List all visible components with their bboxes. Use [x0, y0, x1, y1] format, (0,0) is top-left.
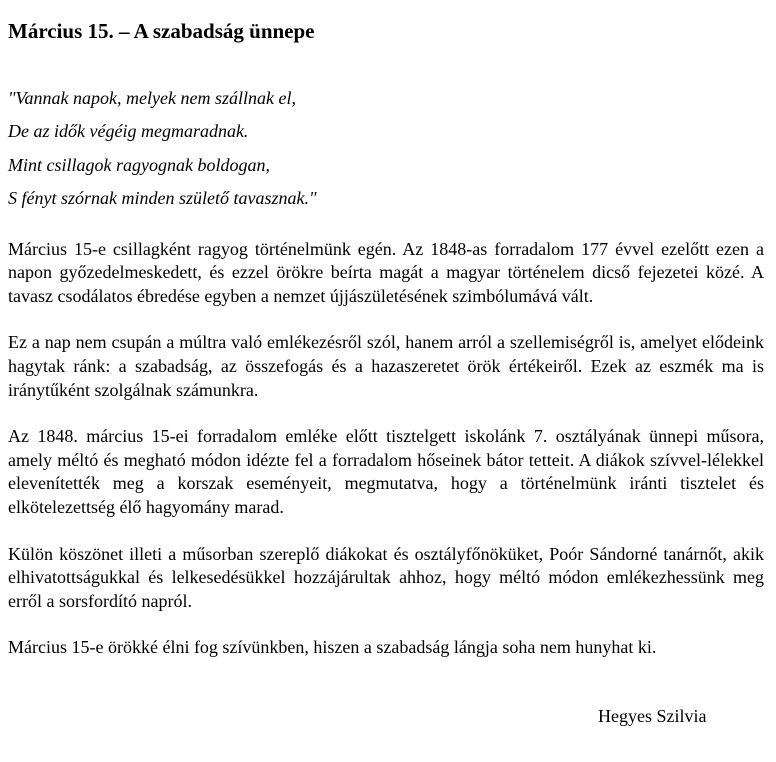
paragraph-5: Március 15-e örökké élni fog szívünkben, hiszen a szabadság lángja soha nem hunyhat ki. — [8, 637, 657, 658]
paragraph-2: Ez a nap nem csupán a múltra való emlékezésről szól, hanem arról a szellemiségről is, amelyet elődeink hagytak ránk: a szabadság, az összefogás és a hazaszeretet örök értékeiről. Ezek az eszmék ma is iránytűként szolgálnak számunkra. — [8, 332, 764, 400]
page-title: Március 15. – A szabadság ünnepe — [8, 19, 315, 43]
poem-line: De az idők végéig megmaradnak. — [8, 121, 249, 142]
article-body — [8, 238, 764, 660]
poem-line: Mint csillagok ragyognak boldogan, — [8, 154, 270, 175]
poem-line: "Vannak napok, melyek nem szállnak el, — [8, 88, 296, 108]
poem-quote — [8, 82, 764, 216]
author-signature: Hegyes Szilvia — [598, 706, 707, 726]
paragraph-3: Az 1848. március 15-ei forradalom emléke előtt tisztelgett iskolánk 7. osztályának ünnepi műsora, amely méltó és megható módon idézte fel a forradalom hőseinek bátor tetteit. A diákok szívvel-lélekkel elevenítették meg a korszak eseményeit, megmutatva, hogy a történelmünk iránti tisztelet és elkötelezettség élő hagyomány marad. — [8, 426, 764, 517]
poem-line: S fényt szórnak minden születő tavasznak." — [8, 188, 317, 209]
paragraph-1: Március 15-e csillagként ragyog történelmünk egén. Az 1848-as forradalom 177 évvel ezelőtt ezen a napon győzedelmeskedett, és ezzel örökre beírta magát a magyar történelem dicső fejezetei közé. A tavasz csodálatos ébredése egyben a nemzet újjászületésének szimbólumává vált. — [8, 238, 764, 306]
paragraph-4: Külön köszönet illeti a műsorban szereplő diákokat és osztályfőnöküket, Poór Sándorné tanárnőt, akik elhivatottságukkal és lelkesedésükkel hozzájárultak ahhoz, hogy méltó módon emlékezhessünk meg erről a sorsfordító napról. — [8, 543, 764, 611]
